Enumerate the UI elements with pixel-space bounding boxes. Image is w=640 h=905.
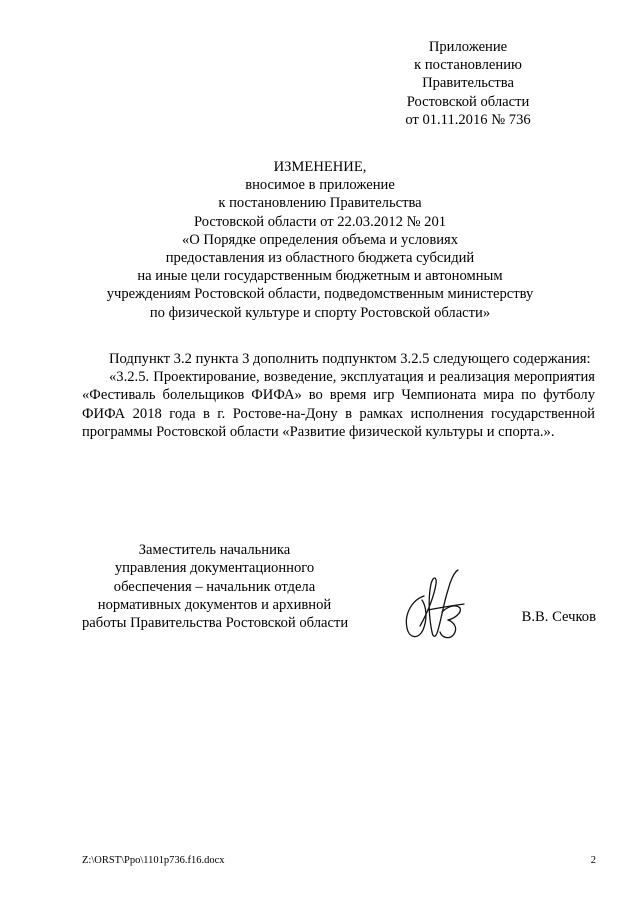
appendix-line: Приложение	[428, 39, 508, 55]
signer-name: В.В. Сечков	[521, 609, 596, 625]
position-line: работы Правительства Ростовской области	[82, 615, 349, 632]
title-line: ИЗМЕНЕНИЕ,	[273, 159, 367, 175]
position-line: нормативных документов и архивной	[97, 596, 332, 613]
appendix-line: от 01.11.2016 № 736	[405, 111, 531, 128]
title-line: учреждениям Ростовской области, подведомственным министерству	[106, 286, 534, 303]
document-body	[82, 350, 595, 441]
appendix-header	[368, 38, 568, 129]
title-line: по физической культуре и спорту Ростовской области»	[149, 304, 491, 321]
title-line: на иные цели государственным бюджетным и автономным	[137, 268, 503, 285]
appendix-line: к постановлению	[414, 57, 522, 74]
document-title	[90, 158, 550, 322]
title-line: Ростовской области от 22.03.2012 № 201	[193, 213, 447, 230]
position-line: обеспечения – начальник отдела	[113, 578, 316, 595]
title-line: к постановлению Правительства	[218, 195, 422, 212]
footer-file-path: Z:\ORST\Ppo\1101p736.f16.docx	[82, 855, 225, 866]
appendix-line: Ростовской области	[406, 93, 530, 110]
appendix-line: Правительства	[422, 75, 514, 92]
body-paragraph: «3.2.5. Проектирование, возведение, эксплуатация и реализация мероприятия «Фестиваль болельщиков ФИФА» во время игр Чемпионата мира по футболу ФИФА 2018 года в г. Ростове-на-Дону в рамках исполнения государственной программы Ростовской области «Развитие физической культуры и спорта.».	[82, 369, 595, 440]
position-line: управления документационного	[114, 560, 315, 577]
signer-position	[82, 541, 347, 632]
title-line: предоставления из областного бюджета субсидий	[165, 250, 475, 267]
page-number: 2	[590, 855, 596, 866]
title-line: «О Порядке определения объема и условиях	[181, 231, 459, 248]
position-line: Заместитель начальника	[138, 542, 291, 558]
handwritten-signature	[398, 566, 468, 648]
title-line: вносимое в приложение	[245, 177, 395, 194]
body-paragraph: Подпункт 3.2 пункта 3 дополнить подпунктом 3.2.5 следующего содержания:	[109, 351, 591, 367]
